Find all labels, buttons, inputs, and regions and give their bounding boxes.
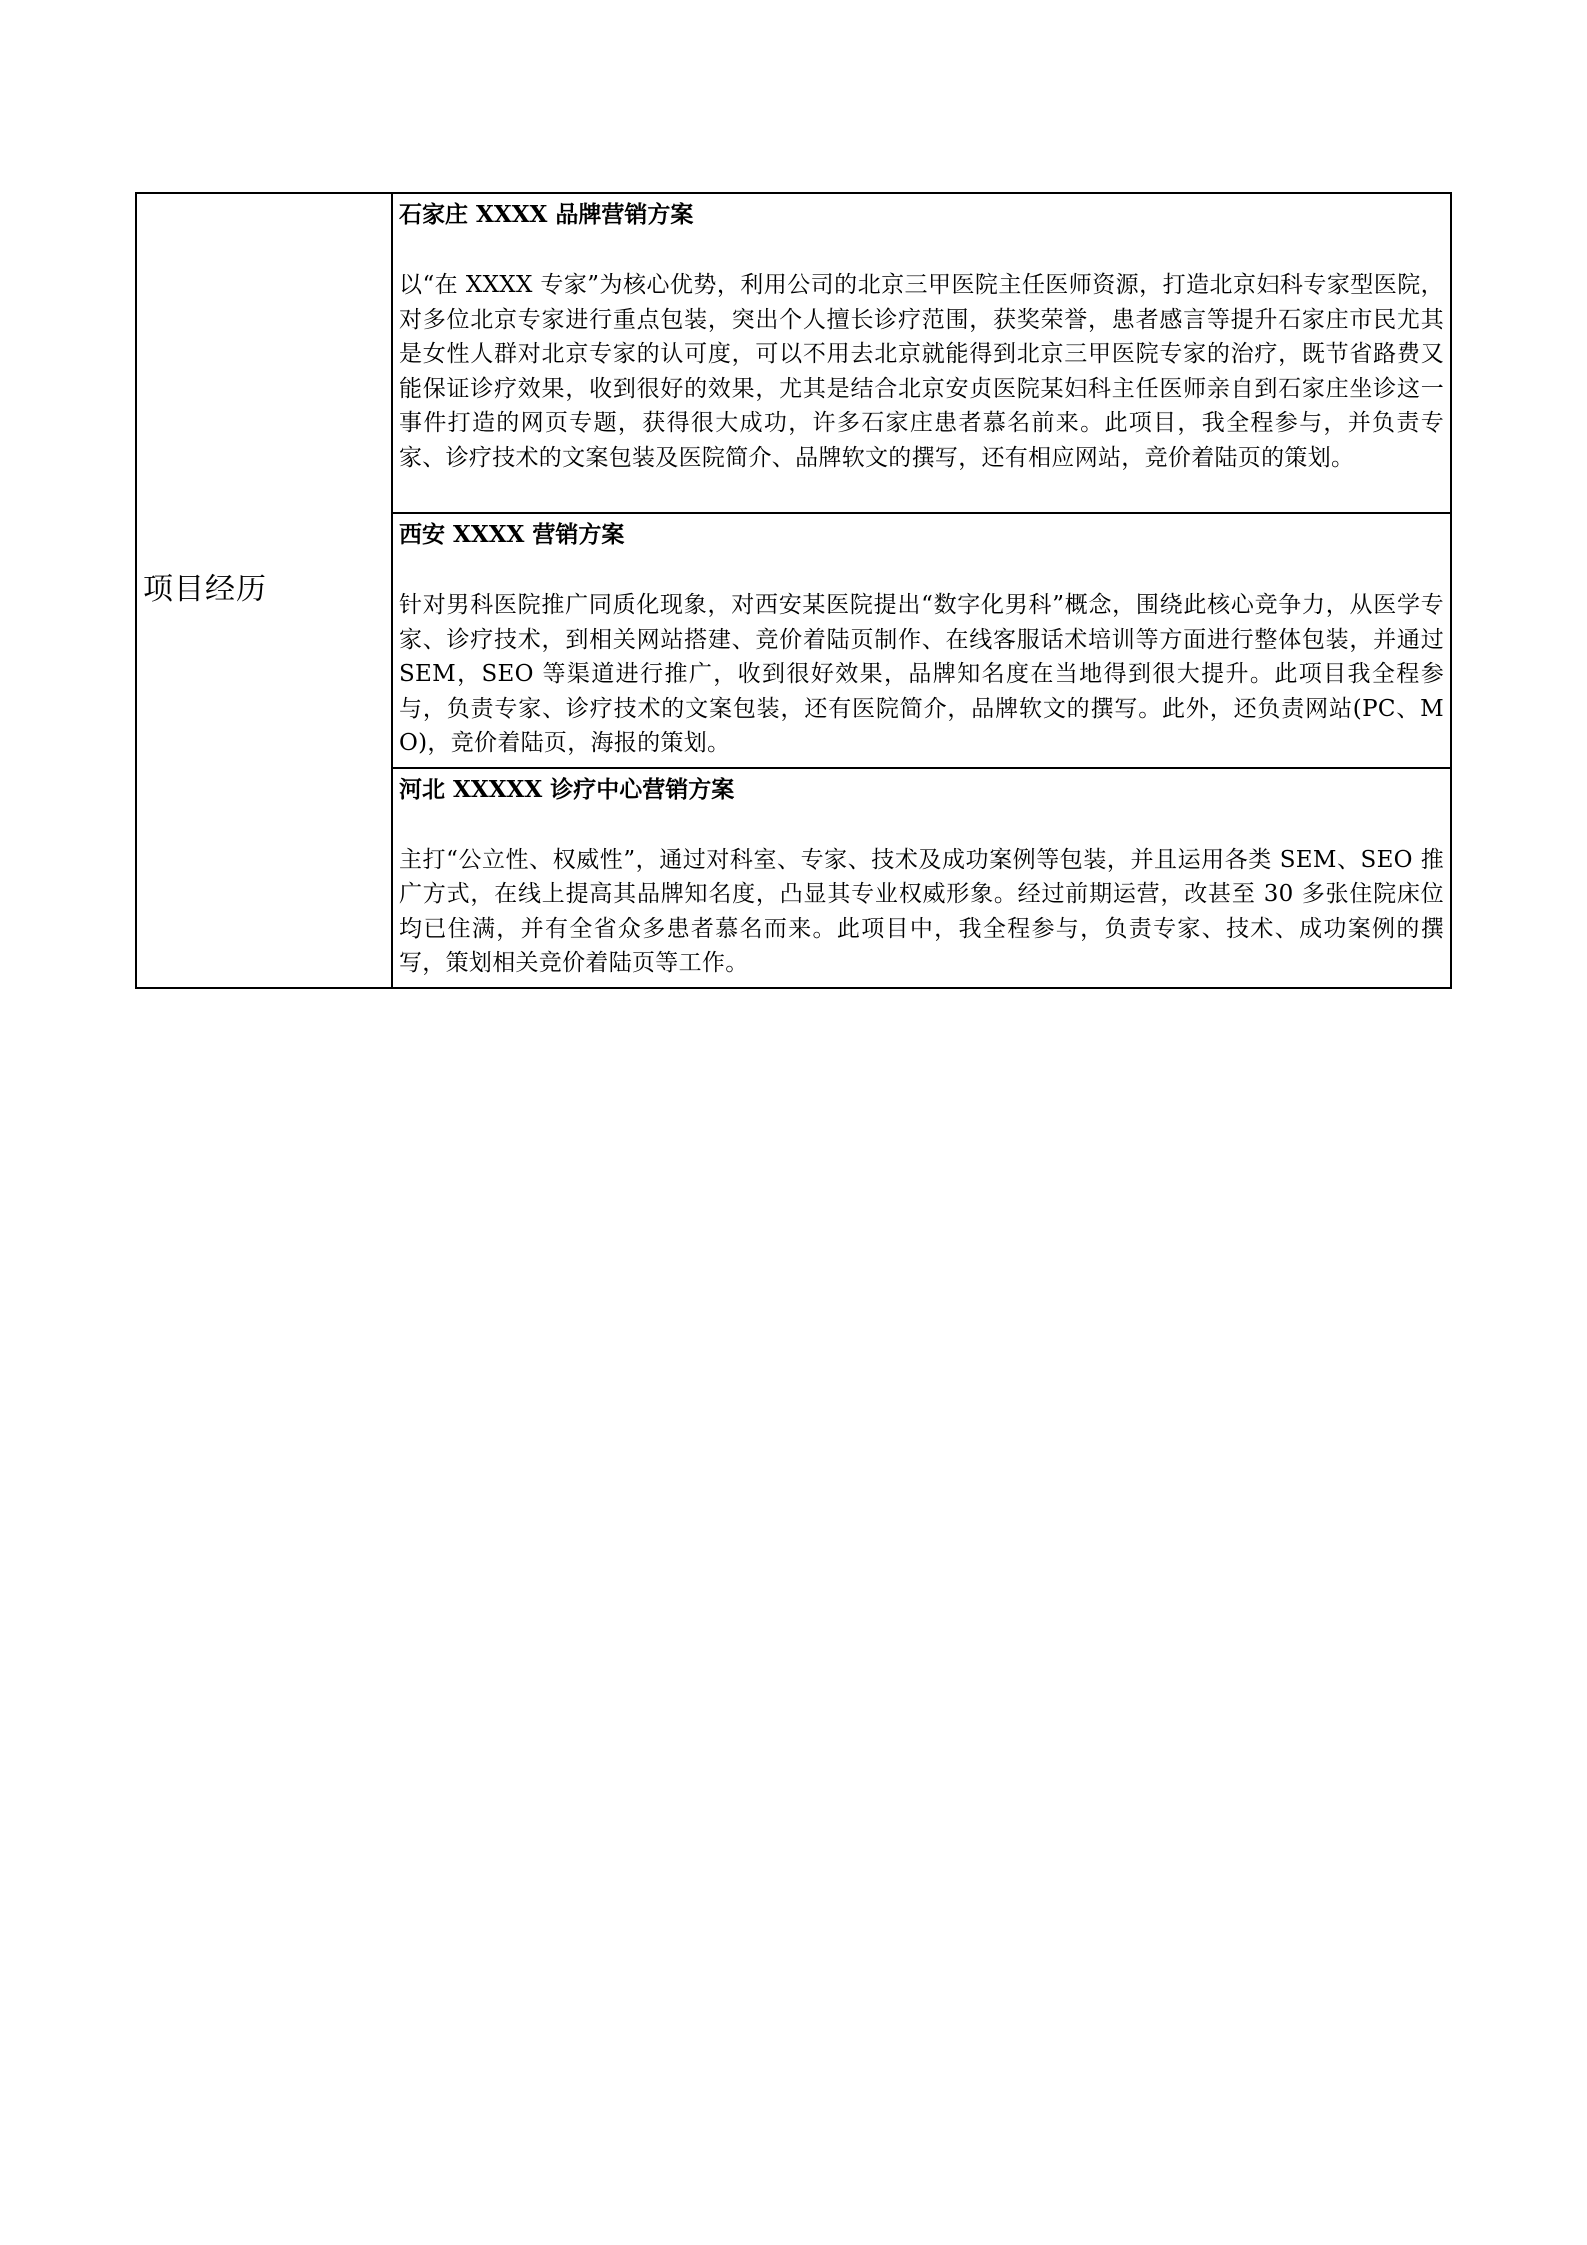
spacer bbox=[399, 232, 1444, 268]
section-label-cell bbox=[136, 193, 392, 988]
project-experience-table bbox=[135, 192, 1452, 989]
project-description: 以“在 XXXX 专家”为核心优势，利用公司的北京三甲医院主任医师资源，打造北京妇科专家型医院，对多位北京专家进行重点包装，突出个人擅长诊疗范围，获奖荣誉，患者感言等提升石家庄市民尤其是女性人群对北京专家的认可度，可以不用去北京就能得到北京三甲医院专家的治疗，既节省路费又能保证诊疗效果，收到很好的效果，尤其是结合北京安贞医院某妇科主任医师亲自到石家庄坐诊这一事件打造的网页专题，获得很大成功，许多石家庄患者慕名前来。此项目，我全程参与，并负责专家、诊疗技术的文案包装及医院简介、品牌软文的撰写，还有相应网站，竞价着陆页的策划。 bbox=[399, 272, 1444, 471]
project-description: 主打“公立性、权威性”，通过对科室、专家、技术及成功案例等包装，并且运用各类 SEM、SEO 推广方式，在线上提高其品牌知名度，凸显其专业权威形象。经过前期运营，改甚至 30 多张住院床位均已住满，并有全省众多患者慕名而来。此项目中，我全程参与，负责专家、技术、成功案例的撰写，策划相关竞价着陆页等工作。 bbox=[399, 846, 1444, 976]
spacer bbox=[399, 807, 1444, 843]
project-cell-hebei bbox=[392, 768, 1451, 988]
section-label: 项目经历 bbox=[143, 572, 267, 608]
table-row bbox=[136, 193, 1451, 513]
project-title: 石家庄 XXXX 品牌营销方案 bbox=[399, 201, 694, 228]
project-cell-shijiazhuang bbox=[392, 193, 1451, 513]
project-title: 河北 XXXXX 诊疗中心营销方案 bbox=[399, 775, 735, 803]
project-cell-xian bbox=[392, 513, 1451, 768]
project-description: 针对男科医院推广同质化现象，对西安某医院提出“数字化男科”概念，围绕此核心竞争力，从医学专家、诊疗技术，到相关网站搭建、竞价着陆页制作、在线客服话术培训等方面进行整体包装，并通过 SEM，SEO 等渠道进行推广，收到很好效果，品牌知名度在当地得到很大提升。此项目我全程参与，负责专家、诊疗技术的文案包装，还有医院简介，品牌软文的撰写。此外，还负责网站(PC、MO)，竞价着陆页，海报的策划。 bbox=[399, 592, 1444, 756]
spacer bbox=[399, 552, 1444, 588]
project-title: 西安 XXXX 营销方案 bbox=[399, 521, 625, 548]
